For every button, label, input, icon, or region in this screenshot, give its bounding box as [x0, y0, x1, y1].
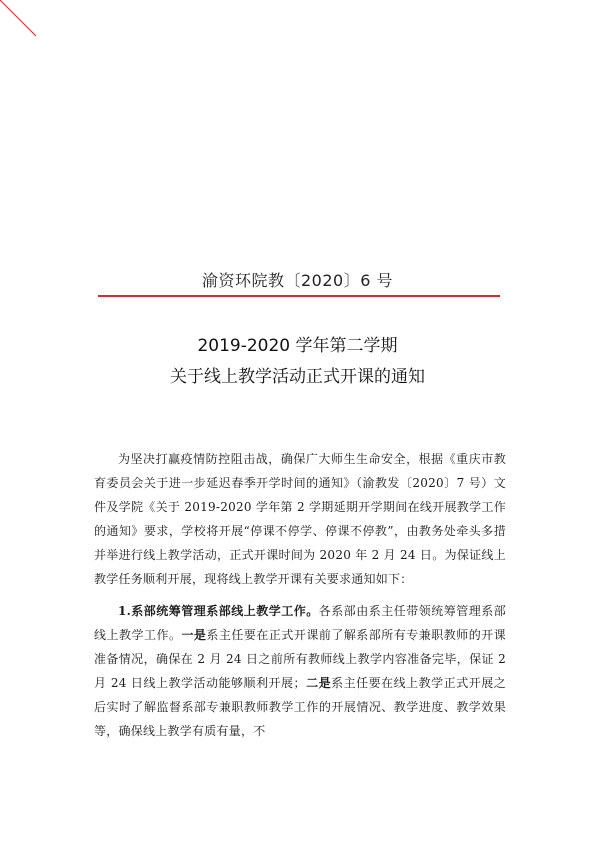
title-line-1: 2019-2020 学年第二学期 [197, 336, 398, 356]
paragraph-intro: 为坚决打赢疫情防控阻击战，确保广大师生生命安全，根据《重庆市教育委员会关于进一步延迟春季开学时间的通知》（渝教发〔2020〕7 号）文件及学院《关于 2019-2020 学年第 2 学期延期开学期间在线开展教学工作的通知》要求，学校将开展“停课不停学、停课不停教”，由教务处牵头多措并举进行线上教学活动，正式开课时间为 2020 年 2 月 24 日。为保证线上教学任务顺利开展，现将线上教学开课有关要求通知如下： [94, 452, 506, 586]
paragraph-section-1 [94, 599, 506, 743]
document-body [94, 447, 506, 743]
red-divider-line [98, 295, 500, 297]
point-one-label: 一是 [181, 628, 207, 642]
section-1-heading: 1.系部统筹管理系部线上教学工作。 [118, 604, 319, 618]
section-1-text-a: 各系部由系主任带领统筹管理系部线上教学工作。 [94, 604, 506, 642]
point-two-label: 二是 [305, 676, 332, 690]
section-1-text-c: 系主任要在线上教学正式开展之后实时了解监督系部专兼职教师教学工作的开展情况、教学进度、教学效果等，确保线上教学有质有量，不 [94, 676, 506, 738]
section-1-text-b: 系主任要在正式开课前了解系部所有专兼职教师的开课准备情况，确保在 2 月 24 日之前所有教师线上教学内容准备完毕，保证 2 月 24 日线上教学活动能够顺利开展； [94, 628, 506, 690]
corner-mark [0, 0, 40, 40]
document-number: 渝资环院教〔2020〕6 号 [202, 271, 393, 290]
title-line-2: 关于线上教学活动正式开课的通知 [170, 367, 425, 387]
